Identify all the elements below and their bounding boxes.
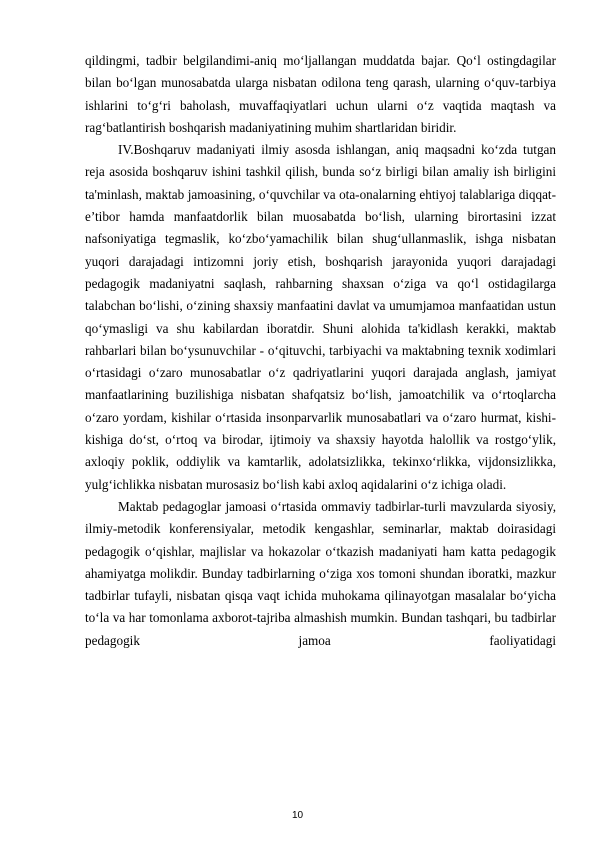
paragraph-2: IV.Boshqaruv madaniyati ilmiy asosda ishlangan, aniq maqsadni ko‘zda tutgan reja asosida boshqaruv ishini tashkil qilish, bunda so‘z birligi bilan amaliy ish birligini ta'minlash, maktab jamoasining, o‘quvchilar va ota-onalarning ehtiyoj talablariga diqqat-e’tibor hamda manfaatdorlik bilan muosabatda bo‘lish, ularning birortasini izzat nafsoniyatiga tegmaslik, ko‘zbo‘yamachilik bilan shug‘ullanmaslik, ishga nisbatan yuqori darajadagi intizomni joriy etish, boshqarish jarayonida yuqori darajadagi pedagogik madaniyatni saqlash, rahbarning shaxsan o‘ziga va qo‘l ostidagilarga talabchan bo‘lishi, o‘zining shaxsiy manfaatini davlat va umumjamoa manfaatidan ustun qo‘ymasligi va shu kabilardan iboratdir. Shuni alohida ta'kidlash kerakki, maktab rahbarlari bilan bo‘ysunuvchilar - o‘qituvchi, tarbiyachi va maktabning texnik xodimlari o‘rtasidagi o‘zaro munosabatlar o‘z qadriyatlarini yuqori darajada anglash, jamiyat manfaatlarining buzilishiga nisbatan shafqatsiz bo‘lish, jamoatchilik va o‘rtoqlarcha o‘zaro yordam, kishilar o‘rtasida insonparvarlik munosabatlari va o‘zaro hurmat, kishi-kishiga do‘st, o‘rtoq va birodar, ijtimoiy va shaxsiy hayotda halollik va rostgo‘ylik, axloqiy poklik, oddiylik va kamtarlik, adolatsizlikka, tekinxo‘rlikka, vijdonsizlikka, yulg‘ichlikka nisbatan murosasiz bo‘lish kabi axloq aqidalarini o‘z ichiga oladi. [85, 142, 556, 492]
page-body [85, 50, 556, 652]
paragraph-3: Maktab pedagoglar jamoasi o‘rtasida ommaviy tadbirlar-turli mavzularda siyosiy, ilmiy-metodik konferensiyalar, metodik kengashlar, seminarlar, maktab doirasidagi pedagogik o‘qishlar, majlislar va hokazolar o‘tkazish madaniyati ham katta pedagogik ahamiyatga molikdir. Bunday tadbirlarning o‘ziga xos tomoni shundan iboratki, mazkur tadbirlar tufayli, nisbatan qisqa vaqt ichida muhokama qilinayotgan masalalar bo‘yicha to‘la va har tomonlama axborot-tajriba almashish mumkin. Bundan tashqari, bu tadbirlar pedagogik jamoa faoliyatidagi [85, 498, 556, 648]
paragraph-1: qildingmi, tadbir belgilandimi-aniq mo‘ljallangan muddatda bajar. Qo‘l ostingdagilar bilan bo‘lgan munosabatda ularga nisbatan odilona teng qarash, ularning o‘quv-tarbiya ishlarini to‘g‘ri baholash, muvaffaqiyatlari uchun ularni o‘z vaqtida maqtash va rag‘batlantirish boshqarish madaniyatining muhim shartlaridan biridir. [85, 53, 556, 135]
page-number: 10 [291, 810, 304, 821]
